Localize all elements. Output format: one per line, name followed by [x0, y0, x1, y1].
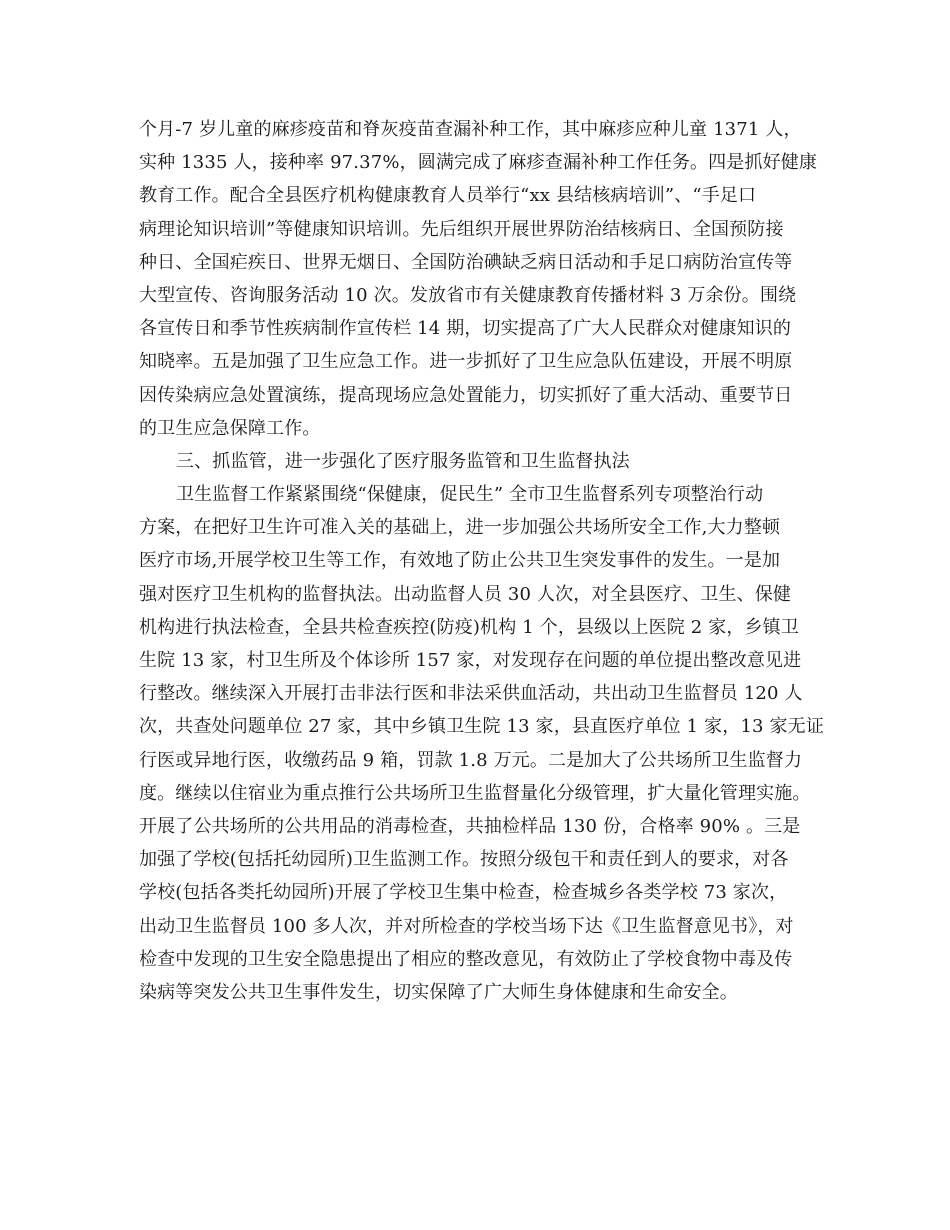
- text-line: 机构进行执法检查，全县共检查疾控(防疫)机构 1 个，县级以上医院 2 家，乡镇卫: [139, 616, 799, 638]
- text-line: 行整改。继续深入开展打击非法行医和非法采供血活动，共出动卫生监督员 120 人: [139, 683, 803, 705]
- text-line: 度。继续以住宿业为重点推行公共场所卫生监督量化分级管理，扩大量化管理实施。: [139, 782, 811, 804]
- text-line: 种日、全国疟疾日、世界无烟日、全国防治碘缺乏病日活动和手足口病防治宣传等: [139, 251, 793, 273]
- text-line: 开展了公共场所的公共用品的消毒检查，共抽检样品 130 份，合格率 90% 。三是: [139, 815, 801, 837]
- text-line: 行医或异地行医，收缴药品 9 箱，罚款 1.8 万元。二是加大了公共场所卫生监督力: [139, 749, 803, 771]
- document-body: [139, 113, 839, 1009]
- section-heading: 三、抓监管，进一步强化了医疗服务监管和卫生监督执法: [176, 450, 630, 472]
- text-line: 各宣传日和季节性疾病制作宣传栏 14 期，切实提高了广大人民群众对健康知识的: [139, 318, 792, 340]
- text-line: 加强了学校(包括托幼园所)卫生监测工作。按照分级包干和责任到人的要求，对各: [139, 849, 789, 871]
- text-line: 次，共查处问题单位 27 家，其中乡镇卫生院 13 家，县直医疗单位 1 家，13 家无证: [139, 716, 824, 738]
- text-line: 强对医疗卫生机构的监督执法。出动监督人员 30 人次，对全县医疗、卫生、保健: [139, 583, 792, 605]
- text-line: 生院 13 家，村卫生所及个体诊所 157 家，对发现存在问题的单位提出整改意见进: [139, 650, 802, 671]
- text-line: 病理论知识培训”等健康知识培训。先后组织开展世界防治结核病日、全国预防接: [139, 218, 784, 240]
- text-line: 染病等突发公共卫生事件发生，切实保障了广大师生身体健康和生命安全。: [139, 981, 738, 1003]
- text-line: 个月-7 岁儿童的麻疹疫苗和脊灰疫苗查漏补种工作，其中麻疹应种儿童 1371 人，: [139, 119, 802, 140]
- text-line: 医疗市场,开展学校卫生等工作，有效地了防止公共卫生突发事件的发生。一是加: [139, 550, 781, 572]
- text-line: 知晓率。五是加强了卫生应急工作。进一步抓好了卫生应急队伍建设，开展不明原: [139, 351, 793, 373]
- text-line: 的卫生应急保障工作。: [139, 417, 321, 439]
- text-line: 教育工作。配合全县医疗机构健康教育人员举行“xx 县结核病培训”、“手足口: [139, 185, 757, 207]
- text-line: 出动卫生监督员 100 多人次，并对所检查的学校当场下达《卫生监督意见书》，对: [139, 915, 794, 937]
- text-line: 大型宣传、咨询服务活动 10 次。发放省市有关健康教育传播材料 3 万余份。围绕: [139, 284, 797, 306]
- text-line: 实种 1335 人，接种率 97.37%，圆满完成了麻疹查漏补种工作任务。四是抓好健康: [139, 152, 818, 174]
- text-line: 检查中发现的卫生安全隐患提出了相应的整改意见，有效防止了学校食物中毒及传: [139, 948, 793, 970]
- text-line: 卫生监督工作紧紧围绕“保健康，促民生” 全市卫生监督系列专项整治行动: [176, 484, 764, 506]
- text-line: 学校(包括各类托幼园所)开展了学校卫生集中检查，检查城乡各类学校 73 家次，: [139, 882, 788, 904]
- text-line: 因传染病应急处置演练，提高现场应急处置能力，切实抓好了重大活动、重要节日: [139, 384, 793, 406]
- text-line: 方案，在把好卫生许可准入关的基础上，进一步加强公共场所安全工作,大力整顿: [139, 517, 781, 539]
